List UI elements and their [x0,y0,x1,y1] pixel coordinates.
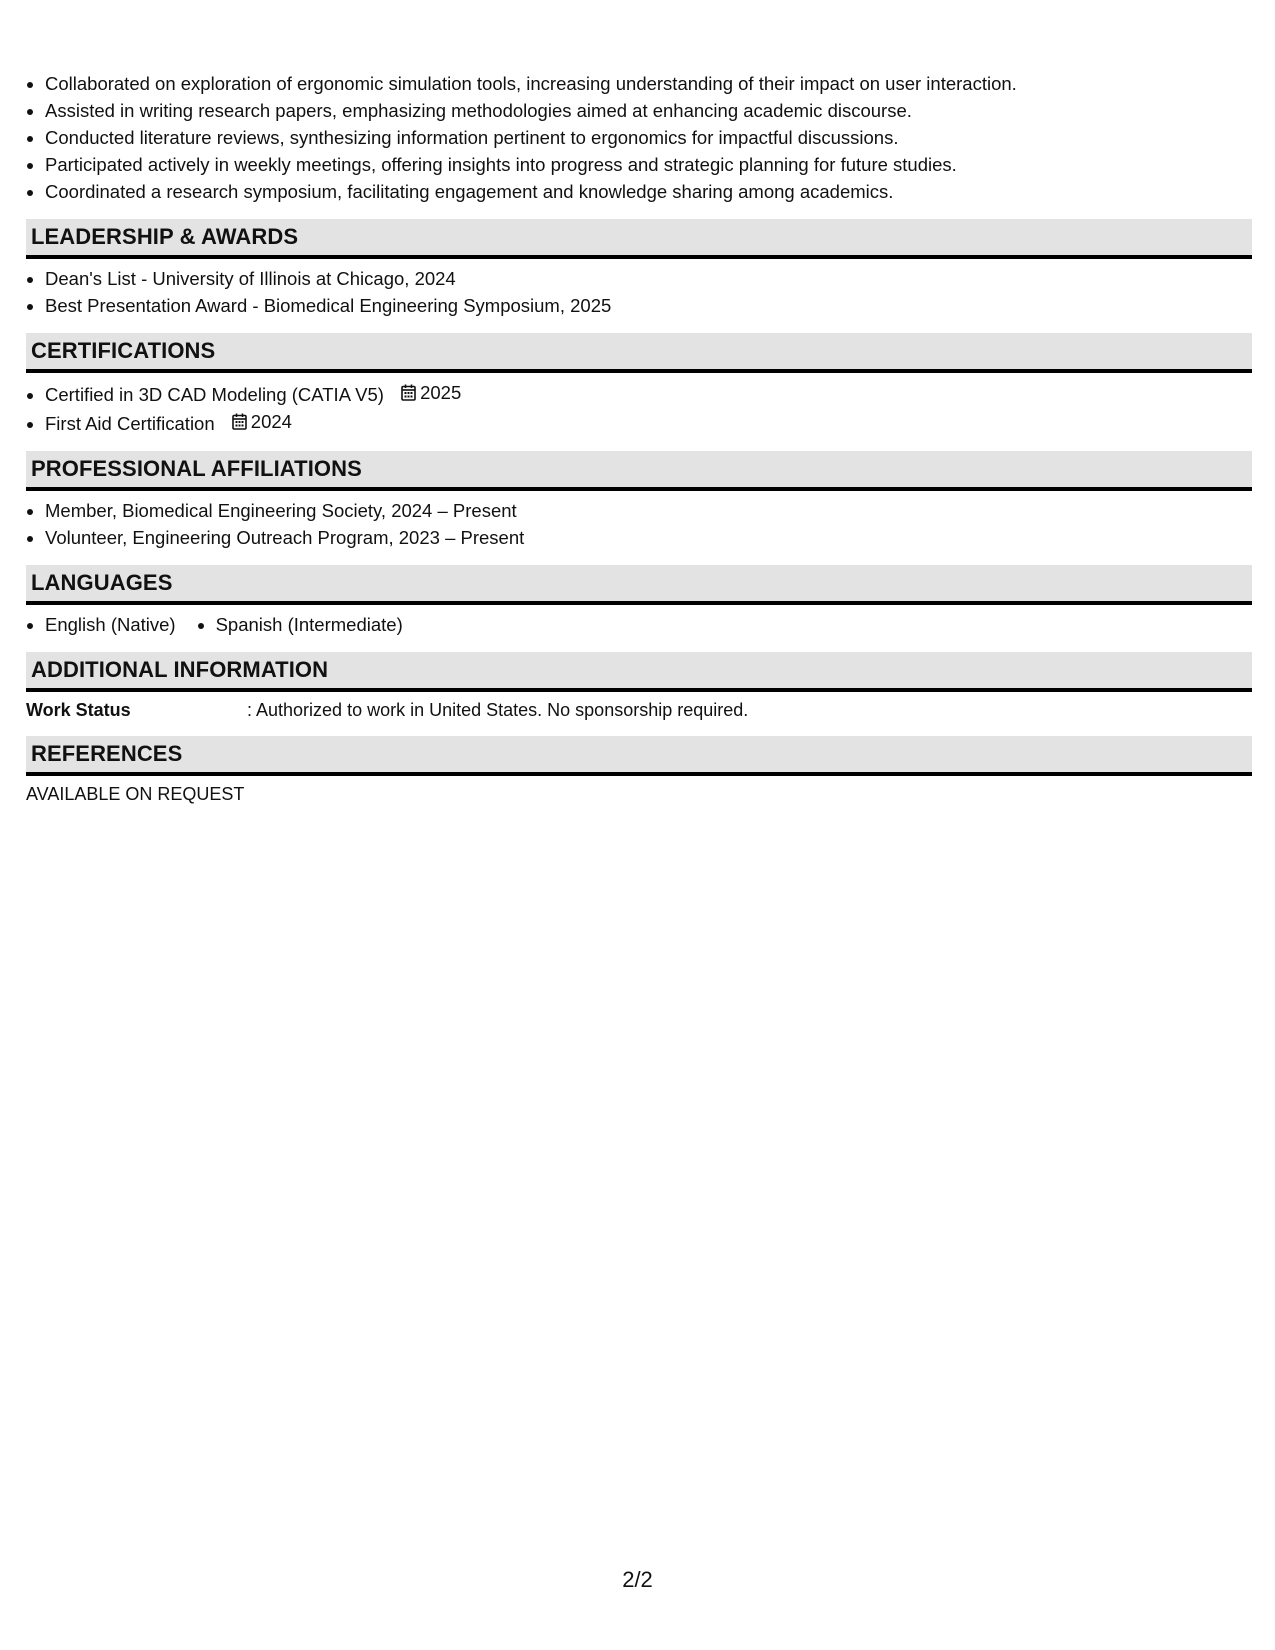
section-header [26,736,1252,776]
certification-year: 2025 [420,382,462,403]
leadership-awards-section [26,219,1252,319]
list-item: • Conducted literature reviews, synthesizing information pertinent to ergonomics for impactful discussions. [45,124,1252,151]
list-item: • English (Native) [45,611,176,638]
section-title: REFERENCES [31,741,183,766]
section-header [26,451,1252,491]
section-header [26,565,1252,605]
section-header [26,219,1252,259]
list-item: • Collaborated on exploration of ergonomic simulation tools, increasing understanding of their impact on user interaction. [45,70,1252,97]
section-title: CERTIFICATIONS [31,338,216,363]
list-item: • Coordinated a research symposium, facilitating engagement and knowledge sharing among academics. [45,178,1252,205]
certification-date [401,379,461,406]
work-status-label: Work Status [26,700,131,720]
page-number: 2/2 [622,1567,653,1592]
experience-bullet-list [26,70,1252,205]
list-item: • Dean's List - University of Illinois at Chicago, 2024 [45,265,1252,292]
section-title: PROFESSIONAL AFFILIATIONS [31,456,362,481]
list-item: • Spanish (Intermediate) [216,611,403,638]
additional-information-section [26,652,1252,722]
work-status-row [26,698,1252,722]
awards-list [26,265,1252,319]
section-header [26,652,1252,692]
list-item: • Assisted in writing research papers, emphasizing methodologies aimed at enhancing academic discourse. [45,97,1252,124]
list-item: • Participated actively in weekly meetings, offering insights into progress and strategic planning for future studies. [45,151,1252,178]
affiliations-list [26,497,1252,551]
certification-year: 2024 [250,411,292,432]
certifications-section [26,333,1252,437]
section-header [26,333,1252,373]
list-item: • Member, Biomedical Engineering Society, 2024 – Present [45,497,1252,524]
section-title: ADDITIONAL INFORMATION [31,657,329,682]
calendar-icon [232,413,247,430]
languages-section [26,565,1252,638]
work-status-value: : Authorized to work in United States. No sponsorship required. [247,700,749,720]
section-title: LEADERSHIP & AWARDS [31,224,299,249]
list-item: • Best Presentation Award - Biomedical Engineering Symposium, 2025 [45,292,1252,319]
certification-date [232,408,292,435]
languages-list [26,611,1252,638]
list-item [45,379,1252,408]
section-title: LANGUAGES [31,570,173,595]
certifications-list [26,379,1252,437]
references-text: AVAILABLE ON REQUEST [26,784,245,804]
list-item [45,408,1252,437]
certification-name: First Aid Certification [45,413,215,434]
calendar-icon [401,384,416,401]
references-section [26,736,1252,806]
list-item: • Volunteer, Engineering Outreach Program, 2023 – Present [45,524,1252,551]
professional-affiliations-section [26,451,1252,551]
resume-page [26,70,1252,820]
certification-name: Certified in 3D CAD Modeling (CATIA V5) [45,384,384,405]
